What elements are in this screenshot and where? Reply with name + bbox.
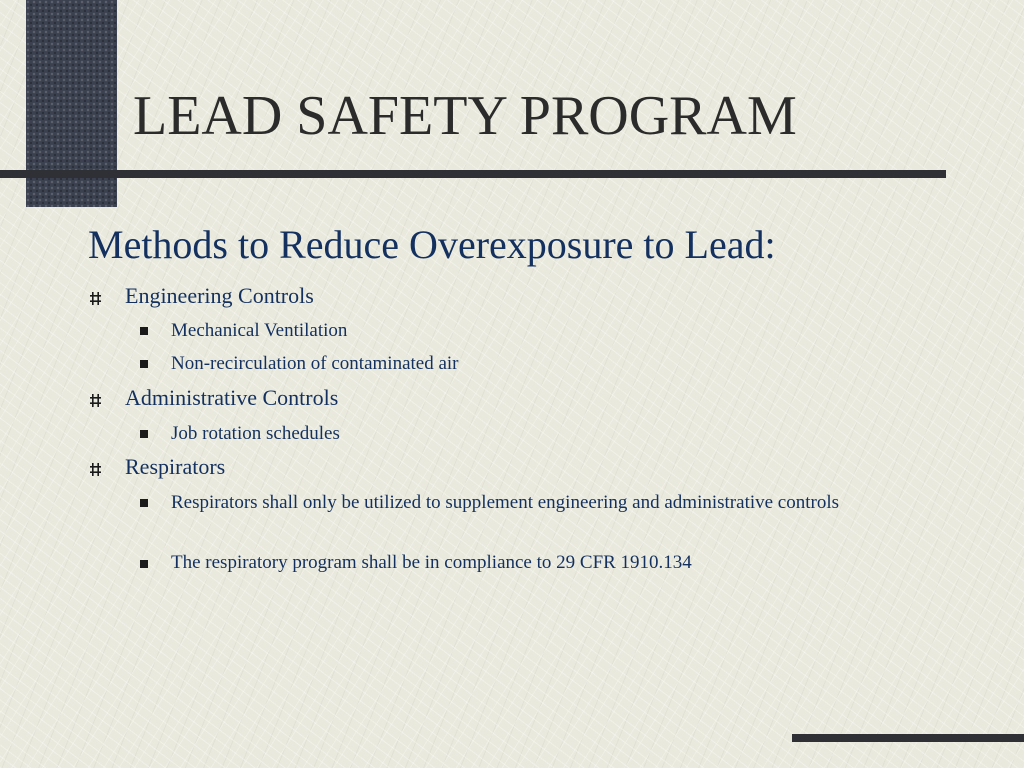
square-bullet-icon <box>140 327 148 335</box>
square-bullet-icon <box>140 430 148 438</box>
hash-bullet-icon <box>89 292 102 305</box>
hash-bullet-icon <box>89 394 102 407</box>
square-bullet-icon <box>140 360 148 368</box>
list-item-respirators-supplement: Respirators shall only be utilized to supplement engineering and administrative controls <box>171 492 840 513</box>
title-divider <box>0 170 946 178</box>
list-item-non-recirculation: Non-recirculation of contaminated air <box>171 353 459 374</box>
list-item-job-rotation: Job rotation schedules <box>171 423 340 444</box>
slide-title: LEAD SAFETY PROGRAM <box>133 85 797 147</box>
section-heading-administrative-controls: Administrative Controls <box>125 385 339 410</box>
square-bullet-icon <box>140 560 148 568</box>
section-heading-respirators: Respirators <box>125 454 226 479</box>
list-item-mechanical-ventilation: Mechanical Ventilation <box>171 320 348 341</box>
hash-bullet-icon <box>89 463 102 476</box>
section-heading-engineering-controls: Engineering Controls <box>125 283 314 308</box>
list-item-respiratory-program-compliance: The respiratory program shall be in compliance to 29 CFR 1910.134 <box>171 552 692 573</box>
slide-subtitle: Methods to Reduce Overexposure to Lead: <box>88 222 776 267</box>
square-bullet-icon <box>140 499 148 507</box>
footer-divider <box>792 734 1024 742</box>
